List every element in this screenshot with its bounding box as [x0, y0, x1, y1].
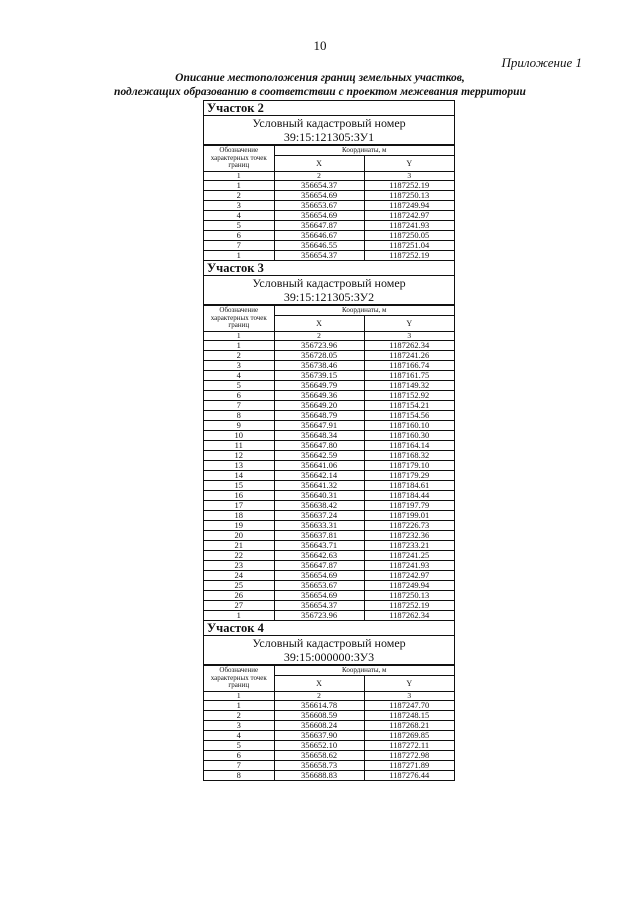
point-id-cell: 14	[204, 471, 274, 481]
point-id-cell: 9	[204, 421, 274, 431]
point-id-cell: 19	[204, 521, 274, 531]
table-row	[204, 591, 454, 601]
x-coord-cell: 356646.55	[274, 241, 364, 251]
x-coord-cell: 356647.87	[274, 221, 364, 231]
y-coord-cell: 1187272.98	[364, 751, 454, 761]
point-id-cell: 13	[204, 461, 274, 471]
y-header: Y	[364, 156, 454, 172]
column-number: 3	[364, 692, 454, 701]
table-row	[204, 501, 454, 511]
x-coord-cell: 356638.42	[274, 501, 364, 511]
x-coord-cell: 356608.59	[274, 711, 364, 721]
x-coord-cell: 356652.10	[274, 741, 364, 751]
table-row	[204, 721, 454, 731]
point-id-cell: 6	[204, 391, 274, 401]
table-row	[204, 411, 454, 421]
point-id-cell: 1	[204, 181, 274, 191]
table-row	[204, 761, 454, 771]
x-coord-cell: 356654.69	[274, 191, 364, 201]
y-coord-cell: 1187154.56	[364, 411, 454, 421]
table-row	[204, 371, 454, 381]
y-coord-cell: 1187262.34	[364, 611, 454, 621]
table-row	[204, 401, 454, 411]
point-id-cell: 5	[204, 741, 274, 751]
table-row	[204, 571, 454, 581]
y-coord-cell: 1187232.36	[364, 531, 454, 541]
column-number: 2	[274, 332, 364, 341]
x-coord-cell: 356648.34	[274, 431, 364, 441]
point-id-cell: 11	[204, 441, 274, 451]
title-line-1: Описание местоположения границ земельных участков,	[175, 72, 465, 84]
x-coord-cell: 356608.24	[274, 721, 364, 731]
point-id-cell: 8	[204, 411, 274, 421]
table-row	[204, 381, 454, 391]
y-coord-cell: 1187248.15	[364, 711, 454, 721]
point-id-cell: 1	[204, 701, 274, 711]
x-coord-cell: 356654.37	[274, 601, 364, 611]
point-id-cell: 8	[204, 771, 274, 781]
x-coord-cell: 356647.87	[274, 561, 364, 571]
x-coord-cell: 356649.79	[274, 381, 364, 391]
x-coord-cell: 356637.24	[274, 511, 364, 521]
x-coord-cell: 356738.46	[274, 361, 364, 371]
point-id-cell: 4	[204, 371, 274, 381]
point-id-cell: 7	[204, 401, 274, 411]
y-coord-cell: 1187160.10	[364, 421, 454, 431]
point-id-cell: 3	[204, 361, 274, 371]
column-number: 2	[274, 172, 364, 181]
appendix-label: Приложение 1	[501, 55, 582, 70]
coords-header: Координаты, м	[274, 666, 454, 676]
table-row	[204, 211, 454, 221]
cadastral-label: Условный кадастровый номер	[252, 636, 406, 650]
y-coord-cell: 1187184.44	[364, 491, 454, 501]
cadastral-block	[204, 116, 454, 145]
column-number-row	[204, 172, 454, 181]
x-coord-cell: 356723.96	[274, 611, 364, 621]
y-coord-cell: 1187149.32	[364, 381, 454, 391]
y-coord-cell: 1187161.75	[364, 371, 454, 381]
table-row	[204, 611, 454, 621]
table-row	[204, 351, 454, 361]
header-row	[204, 306, 454, 316]
y-coord-cell: 1187197.79	[364, 501, 454, 511]
x-coord-cell: 356649.20	[274, 401, 364, 411]
point-id-cell: 3	[204, 201, 274, 211]
x-coord-cell: 356653.67	[274, 201, 364, 211]
point-id-cell: 27	[204, 601, 274, 611]
y-coord-cell: 1187251.04	[364, 241, 454, 251]
y-coord-cell: 1187226.73	[364, 521, 454, 531]
table-row	[204, 531, 454, 541]
column-number-row	[204, 692, 454, 701]
x-coord-cell: 356648.79	[274, 411, 364, 421]
x-coord-cell: 356649.36	[274, 391, 364, 401]
point-id-cell: 24	[204, 571, 274, 581]
point-id-cell: 12	[204, 451, 274, 461]
cadastral-label: Условный кадастровый номер	[252, 276, 406, 290]
cadastral-number: 39:15:121305:ЗУ2	[283, 290, 375, 304]
table-row	[204, 451, 454, 461]
y-coord-cell: 1187262.34	[364, 341, 454, 351]
y-coord-cell: 1187242.97	[364, 571, 454, 581]
column-number: 3	[364, 172, 454, 181]
y-coord-cell: 1187160.30	[364, 431, 454, 441]
point-id-cell: 5	[204, 381, 274, 391]
point-label-header: Обозначение характерных точек границ	[204, 666, 274, 692]
table-row	[204, 361, 454, 371]
point-id-cell: 17	[204, 501, 274, 511]
x-coord-cell: 356642.14	[274, 471, 364, 481]
y-coord-cell: 1187252.19	[364, 601, 454, 611]
x-coord-cell: 356728.05	[274, 351, 364, 361]
x-header: X	[274, 676, 364, 692]
x-coord-cell: 356637.81	[274, 531, 364, 541]
column-number-row	[204, 332, 454, 341]
header-row	[204, 666, 454, 676]
table-row	[204, 461, 454, 471]
coordinates-table	[204, 305, 454, 621]
point-id-cell: 5	[204, 221, 274, 231]
table-row	[204, 771, 454, 781]
coords-header: Координаты, м	[274, 146, 454, 156]
column-number: 3	[364, 332, 454, 341]
point-id-cell: 26	[204, 591, 274, 601]
y-coord-cell: 1187164.14	[364, 441, 454, 451]
y-coord-cell: 1187241.26	[364, 351, 454, 361]
x-coord-cell: 356647.91	[274, 421, 364, 431]
table-row	[204, 241, 454, 251]
point-id-cell: 6	[204, 231, 274, 241]
cadastral-block	[204, 276, 454, 305]
y-coord-cell: 1187272.11	[364, 741, 454, 751]
coordinates-document	[203, 100, 455, 781]
table-row	[204, 581, 454, 591]
point-id-cell: 20	[204, 531, 274, 541]
x-coord-cell: 356646.67	[274, 231, 364, 241]
x-coord-cell: 356658.73	[274, 761, 364, 771]
y-coord-cell: 1187241.93	[364, 561, 454, 571]
table-row	[204, 741, 454, 751]
coordinates-table	[204, 665, 454, 781]
x-coord-cell: 356642.59	[274, 451, 364, 461]
point-id-cell: 1	[204, 341, 274, 351]
point-id-cell: 18	[204, 511, 274, 521]
x-coord-cell: 356723.96	[274, 341, 364, 351]
section-title: Участок 3	[204, 261, 454, 276]
x-coord-cell: 356739.15	[274, 371, 364, 381]
x-coord-cell: 356658.62	[274, 751, 364, 761]
title-line-2: подлежащих образованию в соответствии с проектом межевания территории	[114, 86, 526, 98]
table-row	[204, 601, 454, 611]
point-id-cell: 22	[204, 551, 274, 561]
column-number: 2	[274, 692, 364, 701]
x-coord-cell: 356654.37	[274, 181, 364, 191]
point-id-cell: 21	[204, 541, 274, 551]
section-title: Участок 4	[204, 621, 454, 636]
y-header: Y	[364, 316, 454, 332]
x-coord-cell: 356643.71	[274, 541, 364, 551]
y-coord-cell: 1187241.25	[364, 551, 454, 561]
x-coord-cell: 356654.37	[274, 251, 364, 261]
y-coord-cell: 1187154.21	[364, 401, 454, 411]
x-coord-cell: 356654.69	[274, 591, 364, 601]
table-row	[204, 511, 454, 521]
x-coord-cell: 356641.06	[274, 461, 364, 471]
point-id-cell: 15	[204, 481, 274, 491]
table-row	[204, 471, 454, 481]
point-id-cell: 2	[204, 191, 274, 201]
y-coord-cell: 1187179.10	[364, 461, 454, 471]
point-id-cell: 2	[204, 711, 274, 721]
point-id-cell: 23	[204, 561, 274, 571]
y-coord-cell: 1187269.85	[364, 731, 454, 741]
point-id-cell: 1	[204, 251, 274, 261]
table-row	[204, 431, 454, 441]
point-label-header: Обозначение характерных точек границ	[204, 306, 274, 332]
point-id-cell: 10	[204, 431, 274, 441]
document-title	[40, 71, 600, 99]
y-coord-cell: 1187250.13	[364, 591, 454, 601]
point-id-cell: 25	[204, 581, 274, 591]
table-row	[204, 711, 454, 721]
page-number: 10	[313, 38, 327, 53]
table-row	[204, 541, 454, 551]
table-row	[204, 181, 454, 191]
y-coord-cell: 1187152.92	[364, 391, 454, 401]
y-coord-cell: 1187199.01	[364, 511, 454, 521]
x-coord-cell: 356614.78	[274, 701, 364, 711]
point-id-cell: 7	[204, 241, 274, 251]
y-coord-cell: 1187241.93	[364, 221, 454, 231]
y-coord-cell: 1187179.29	[364, 471, 454, 481]
y-header: Y	[364, 676, 454, 692]
y-coord-cell: 1187233.21	[364, 541, 454, 551]
y-coord-cell: 1187249.94	[364, 201, 454, 211]
point-id-cell: 1	[204, 611, 274, 621]
x-coord-cell: 356641.32	[274, 481, 364, 491]
section-title: Участок 2	[204, 101, 454, 116]
y-coord-cell: 1187242.97	[364, 211, 454, 221]
point-id-cell: 7	[204, 761, 274, 771]
y-coord-cell: 1187268.21	[364, 721, 454, 731]
y-coord-cell: 1187252.19	[364, 251, 454, 261]
table-row	[204, 341, 454, 351]
table-row	[204, 421, 454, 431]
x-coord-cell: 356637.90	[274, 731, 364, 741]
table-row	[204, 231, 454, 241]
y-coord-cell: 1187168.32	[364, 451, 454, 461]
cadastral-label: Условный кадастровый номер	[252, 116, 406, 130]
x-header: X	[274, 156, 364, 172]
y-coord-cell: 1187250.13	[364, 191, 454, 201]
point-id-cell: 2	[204, 351, 274, 361]
table-row	[204, 251, 454, 261]
coordinates-table	[204, 145, 454, 261]
point-id-cell: 6	[204, 751, 274, 761]
x-coord-cell: 356640.31	[274, 491, 364, 501]
point-id-cell: 16	[204, 491, 274, 501]
cadastral-number: 39:15:121305:ЗУ1	[283, 130, 375, 144]
table-row	[204, 751, 454, 761]
cadastral-number: 39:15:000000:ЗУ3	[283, 650, 375, 664]
table-row	[204, 701, 454, 711]
header-row	[204, 146, 454, 156]
y-coord-cell: 1187276.44	[364, 771, 454, 781]
table-row	[204, 561, 454, 571]
point-label-header: Обозначение характерных точек границ	[204, 146, 274, 172]
y-coord-cell: 1187250.05	[364, 231, 454, 241]
table-row	[204, 481, 454, 491]
table-row	[204, 491, 454, 501]
x-coord-cell: 356633.31	[274, 521, 364, 531]
x-header: X	[274, 316, 364, 332]
x-coord-cell: 356647.80	[274, 441, 364, 451]
table-row	[204, 551, 454, 561]
column-number: 1	[204, 332, 274, 341]
x-coord-cell: 356688.83	[274, 771, 364, 781]
y-coord-cell: 1187184.61	[364, 481, 454, 491]
table-row	[204, 521, 454, 531]
x-coord-cell: 356654.69	[274, 211, 364, 221]
point-id-cell: 3	[204, 721, 274, 731]
table-row	[204, 191, 454, 201]
y-coord-cell: 1187166.74	[364, 361, 454, 371]
point-id-cell: 4	[204, 211, 274, 221]
column-number: 1	[204, 172, 274, 181]
table-row	[204, 441, 454, 451]
y-coord-cell: 1187271.89	[364, 761, 454, 771]
x-coord-cell: 356642.63	[274, 551, 364, 561]
x-coord-cell: 356653.67	[274, 581, 364, 591]
cadastral-block	[204, 636, 454, 665]
table-row	[204, 221, 454, 231]
y-coord-cell: 1187247.70	[364, 701, 454, 711]
y-coord-cell: 1187249.94	[364, 581, 454, 591]
x-coord-cell: 356654.69	[274, 571, 364, 581]
table-row	[204, 201, 454, 211]
table-row	[204, 391, 454, 401]
point-id-cell: 4	[204, 731, 274, 741]
table-row	[204, 731, 454, 741]
column-number: 1	[204, 692, 274, 701]
coords-header: Координаты, м	[274, 306, 454, 316]
y-coord-cell: 1187252.19	[364, 181, 454, 191]
